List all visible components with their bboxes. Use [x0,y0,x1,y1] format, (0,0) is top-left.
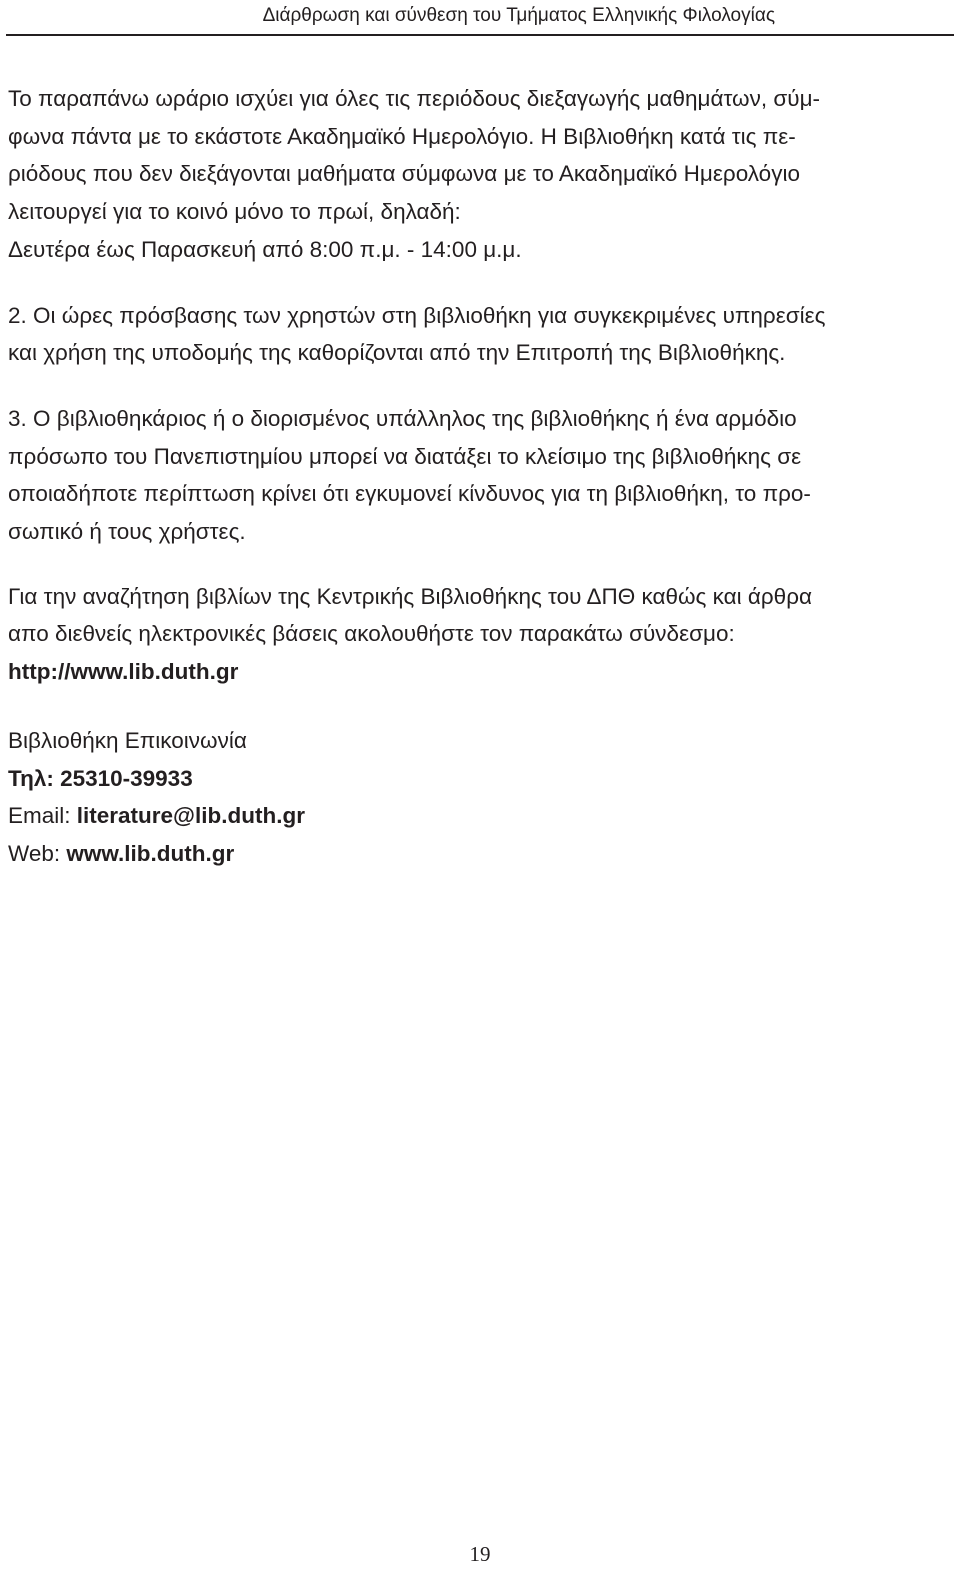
running-header: Διάρθρωση και σύνθεση του Τμήματος Ελληνικής Φιλολογίας [262,5,775,26]
library-search-link[interactable]: http://www.lib.duth.gr [8,659,239,685]
schedule-line: φωνα πάντα με το εκάστοτε Ακαδημαϊκό Ημερολόγιο. Η Βιβλιοθήκη κατά τις πε- [8,123,796,149]
rule-2-line: και χρήση της υποδομής της καθορίζονται από την Επιτροπή της Βιβλιοθήκης. [8,340,786,366]
rule-2-line: 2. Οι ώρες πρόσβασης των χρηστών στη βιβλιοθήκη για συγκεκριμένες υπηρεσίες [8,302,826,328]
schedule-line: λειτουργεί για το κοινό μόνο το πρωί, δηλαδή: [8,199,461,225]
search-line: απο διεθνείς ηλεκτρονικές βάσεις ακολουθήστε τον παρακάτω σύνδεσμο: [8,621,735,647]
search-line: Για την αναζήτηση βιβλίων της Κεντρικής Βιβλιοθήκης του ΔΠΘ καθώς και άρθρα [8,583,813,609]
rule-3-paragraph [8,400,954,551]
schedule-line: ριόδους που δεν διεξάγονται μαθήματα σύμφωνα με το Ακαδημαϊκό Ημερολόγιο [8,161,800,187]
contact-email-link[interactable]: literature@lib.duth.gr [76,803,305,829]
contact-heading: Βιβλιοθήκη Επικοινωνία [8,727,247,753]
contact-phone: Τηλ: 25310-39933 [8,765,193,791]
page-number: 19 [469,1542,491,1566]
schedule-paragraph [8,80,954,269]
contact-email-label: Email: [8,803,77,829]
contact-web-label: Web: [8,840,67,866]
page-content [8,80,954,873]
rule-3-line: οποιαδήποτε περίπτωση κρίνει ότι εγκυμονεί κίνδυνος για τη βιβλιοθήκη, το προ- [8,481,811,507]
contact-web-link[interactable]: www.lib.duth.gr [66,840,235,866]
schedule-line: Το παραπάνω ωράριο ισχύει για όλες τις περιόδους διεξαγωγής μαθημάτων, σύμ- [8,86,821,111]
rule-3-line: σωπικό ή τους χρήστες. [8,519,246,545]
schedule-hours: Δευτέρα έως Παρασκευή από 8:00 π.μ. - 14:00 μ.μ. [8,236,522,262]
rule-2-paragraph [8,297,954,372]
rule-3-line: 3. Ο βιβλιοθηκάριος ή ο διορισμένος υπάλληλος της βιβλιοθήκης ή ένα αρμόδιο [8,405,797,431]
search-paragraph [8,578,954,691]
header-rule [6,34,954,36]
contact-block [8,722,954,873]
rule-3-line: πρόσωπο του Πανεπιστημίου μπορεί να διατάξει το κλείσιμο της βιβλιοθήκης σε [8,443,802,469]
